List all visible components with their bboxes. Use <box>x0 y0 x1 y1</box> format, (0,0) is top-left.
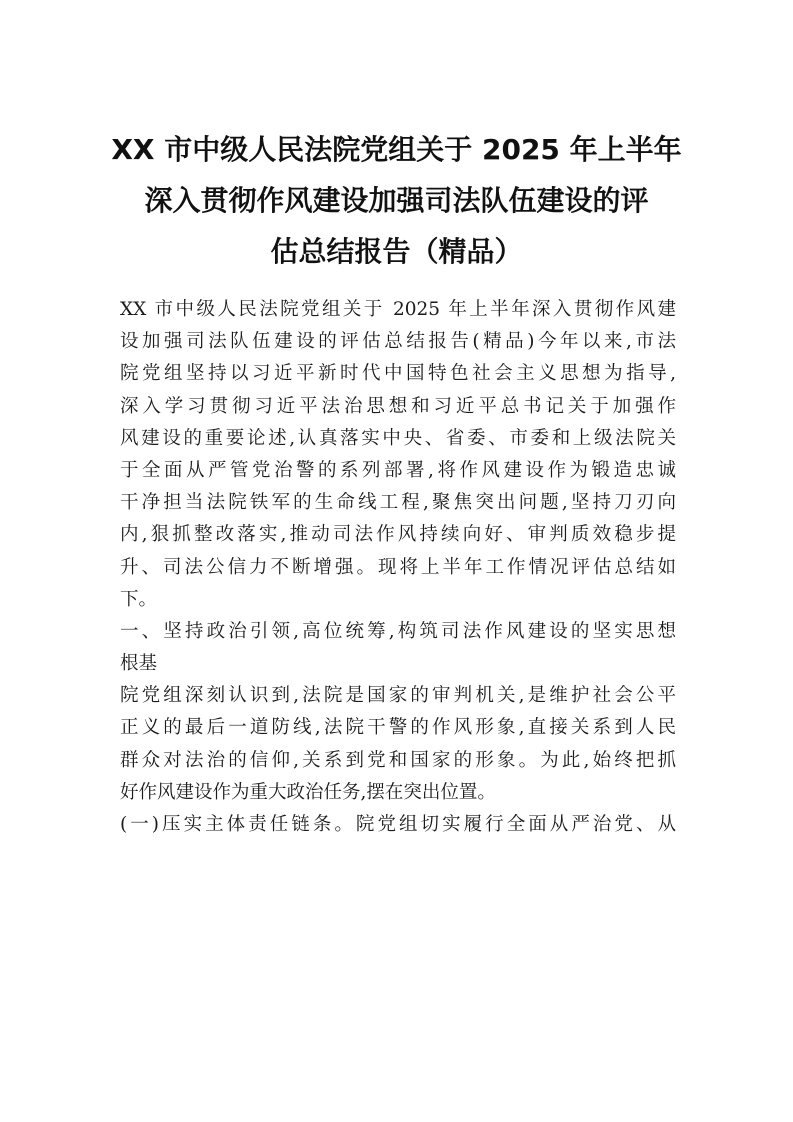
title-line-3: 估总结报告（精品） <box>270 235 523 268</box>
body-line: 设加强司法队伍建设的评估总结报告(精品)今年以来,市法 <box>120 331 676 353</box>
body-line: 院党组坚持以习近平新时代中国特色社会主义思想为指导, <box>120 363 676 385</box>
body-line: 干净担当法院铁军的生命线工程,聚焦突出问题,坚持刀刃向 <box>120 492 676 514</box>
subsection-line: (一)压实主体责任链条。院党组切实履行全面从严治党、从 <box>120 814 676 835</box>
body-line: 正义的最后一道防线,法院干警的作风形象,直接关系到人民 <box>120 717 676 739</box>
body-line: 下。 <box>120 588 158 610</box>
section-heading-line: 根基 <box>120 653 158 675</box>
body-line: 升、司法公信力不断增强。现将上半年工作情况评估总结如 <box>120 556 676 578</box>
document-body <box>120 294 676 841</box>
title-line-2: 深入贯彻作风建设加强司法队伍建设的评 <box>144 184 649 217</box>
title-line-1: XX 市中级人民法院党组关于 2025 年上半年 <box>111 133 682 166</box>
section-heading-line: 一、坚持政治引领,高位统筹,构筑司法作风建设的坚实思想 <box>120 620 676 642</box>
body-line: 好作风建设作为重大政治任务,摆在突出位置。 <box>120 781 496 803</box>
body-line: 院党组深刻认识到,法院是国家的审判机关,是维护社会公平 <box>120 685 676 707</box>
body-line: 深入学习贯彻习近平法治思想和习近平总书记关于加强作 <box>120 395 676 417</box>
body-line: XX 市中级人民法院党组关于 2025 年上半年深入贯彻作风建 <box>120 299 676 320</box>
body-line: 风建设的重要论述,认真落实中央、省委、市委和上级法院关 <box>120 427 676 449</box>
body-line: 内,狠抓整改落实,推动司法作风持续向好、审判质效稳步提 <box>120 524 676 546</box>
body-line: 群众对法治的信仰,关系到党和国家的形象。为此,始终把抓 <box>120 749 676 771</box>
document-title <box>100 124 693 277</box>
body-line: 于全面从严管党治警的系列部署,将作风建设作为锻造忠诚 <box>120 459 676 481</box>
